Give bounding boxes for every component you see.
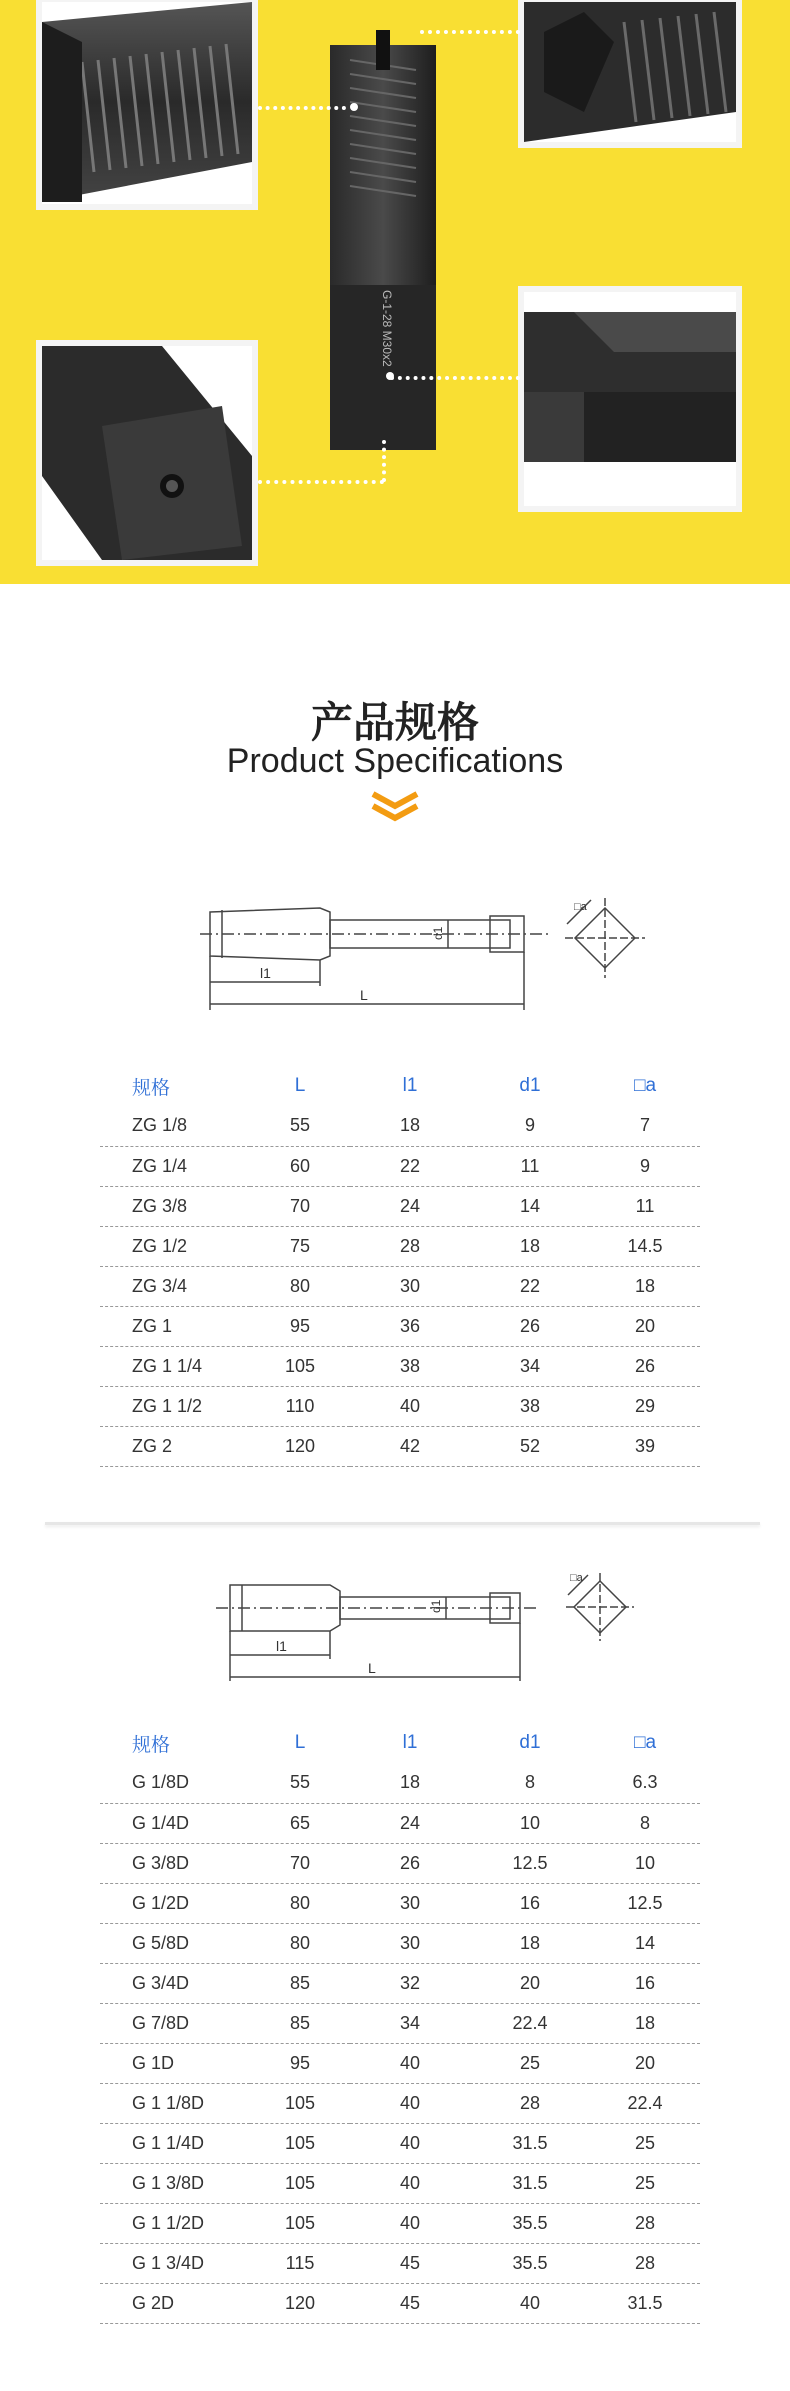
- table-row: [100, 1426, 700, 1466]
- cell: 120: [250, 2283, 350, 2323]
- cell: 10: [590, 1843, 700, 1883]
- cell: ZG 1 1/4: [100, 1346, 250, 1386]
- cell: 22.4: [590, 2083, 700, 2123]
- cell: 11: [470, 1146, 590, 1186]
- cell: 28: [590, 2203, 700, 2243]
- connector-line: [420, 30, 520, 34]
- cell: 55: [250, 1763, 350, 1803]
- dim-label-L: L: [360, 987, 368, 1003]
- cell: 80: [250, 1923, 350, 1963]
- cell: 12.5: [590, 1883, 700, 1923]
- cell: ZG 1/8: [100, 1106, 250, 1146]
- cell: G 3/8D: [100, 1843, 250, 1883]
- cell: 115: [250, 2243, 350, 2283]
- square-end-photo: [36, 340, 258, 566]
- table-row: [100, 1186, 700, 1226]
- cell: 8: [470, 1763, 590, 1803]
- cell: G 1/8D: [100, 1763, 250, 1803]
- product-hero: [0, 0, 790, 584]
- cell: 20: [590, 1306, 700, 1346]
- cell: 35.5: [470, 2203, 590, 2243]
- table-row: [100, 2163, 700, 2203]
- dim-label-d1: d1: [429, 1599, 443, 1613]
- cell: 40: [350, 1386, 470, 1426]
- chevron-down-icon: [367, 790, 423, 822]
- cell: 30: [350, 1923, 470, 1963]
- cell: ZG 1/4: [100, 1146, 250, 1186]
- table-row: [100, 1146, 700, 1186]
- table-row: [100, 1843, 700, 1883]
- cell: 14.5: [590, 1226, 700, 1266]
- cell: G 1D: [100, 2043, 250, 2083]
- cell: 30: [350, 1266, 470, 1306]
- cell: 38: [350, 1346, 470, 1386]
- table-row: [100, 1106, 700, 1146]
- cell: 18: [350, 1763, 470, 1803]
- table-row: [100, 1386, 700, 1426]
- cell: 10: [470, 1803, 590, 1843]
- tap-marking: G-1-28 M30x2: [380, 290, 394, 367]
- table-row: [100, 2043, 700, 2083]
- cell: G 1 3/4D: [100, 2243, 250, 2283]
- cell: 85: [250, 1963, 350, 2003]
- cell: 65: [250, 1803, 350, 1843]
- col-header-d1: d1: [519, 1732, 541, 1753]
- cell: 75: [250, 1226, 350, 1266]
- table-row: [100, 1763, 700, 1803]
- table-row: [100, 2003, 700, 2043]
- connector-line: [258, 480, 384, 484]
- col-header-spec: 规格: [132, 1077, 171, 1099]
- table-row: [100, 2203, 700, 2243]
- cell: 28: [590, 2243, 700, 2283]
- cell: 22: [470, 1266, 590, 1306]
- cell: 60: [250, 1146, 350, 1186]
- cell: ZG 1/2: [100, 1226, 250, 1266]
- cell: G 1/4D: [100, 1803, 250, 1843]
- cell: 40: [470, 2283, 590, 2323]
- cell: 45: [350, 2243, 470, 2283]
- cell: 70: [250, 1186, 350, 1226]
- cell: G 1 3/8D: [100, 2163, 250, 2203]
- cell: 34: [470, 1346, 590, 1386]
- cell: 9: [470, 1106, 590, 1146]
- spec-table-g: [100, 1723, 700, 2324]
- cell: 52: [470, 1426, 590, 1466]
- dim-label-l1: l1: [260, 965, 271, 981]
- cell: 25: [590, 2123, 700, 2163]
- cell: 40: [350, 2123, 470, 2163]
- cell: 20: [470, 1963, 590, 2003]
- col-header-L: L: [294, 1732, 306, 1753]
- cell: 25: [470, 2043, 590, 2083]
- cell: G 1/2D: [100, 1883, 250, 1923]
- cell: 34: [350, 2003, 470, 2043]
- cell: 42: [350, 1426, 470, 1466]
- cell: 25: [590, 2163, 700, 2203]
- cell: 11: [590, 1186, 700, 1226]
- cell: 16: [590, 1963, 700, 2003]
- cell: 28: [470, 2083, 590, 2123]
- cell: 14: [470, 1186, 590, 1226]
- cell: 120: [250, 1426, 350, 1466]
- cell: G 7/8D: [100, 2003, 250, 2043]
- cell: 95: [250, 1306, 350, 1346]
- cell: 8: [590, 1803, 700, 1843]
- cell: 105: [250, 2123, 350, 2163]
- cell: 28: [350, 1226, 470, 1266]
- cell: 55: [250, 1106, 350, 1146]
- cell: 31.5: [470, 2163, 590, 2203]
- cell: G 5/8D: [100, 1923, 250, 1963]
- dim-label-L: L: [368, 1660, 376, 1676]
- section-title-zh: 产品规格: [310, 698, 479, 747]
- cell: 95: [250, 2043, 350, 2083]
- cell: G 3/4D: [100, 1963, 250, 2003]
- cell: 39: [590, 1426, 700, 1466]
- cell: 26: [350, 1843, 470, 1883]
- cell: ZG 2: [100, 1426, 250, 1466]
- section-title-en: Product Specifications: [226, 742, 564, 780]
- cell: 35.5: [470, 2243, 590, 2283]
- cell: 40: [350, 2203, 470, 2243]
- cell: 24: [350, 1186, 470, 1226]
- connector-line: [258, 106, 346, 110]
- cell: ZG 3/4: [100, 1266, 250, 1306]
- cell: G 2D: [100, 2283, 250, 2323]
- cell: 105: [250, 2163, 350, 2203]
- cell: G 1 1/4D: [100, 2123, 250, 2163]
- cell: G 1 1/8D: [100, 2083, 250, 2123]
- square-shank-photo: [518, 286, 742, 512]
- connector-dot: [350, 103, 358, 111]
- cell: 26: [470, 1306, 590, 1346]
- cell: 22: [350, 1146, 470, 1186]
- cell: 26: [590, 1346, 700, 1386]
- table-row: [100, 1923, 700, 1963]
- cell: 22.4: [470, 2003, 590, 2043]
- thread-closeup-photo: [36, 0, 258, 210]
- cell: 80: [250, 1883, 350, 1923]
- col-header-a: □a: [633, 1075, 657, 1096]
- tap-dimension-diagram-1: [190, 880, 660, 1040]
- cell: 6.3: [590, 1763, 700, 1803]
- cell: 18: [470, 1226, 590, 1266]
- col-header-a: □a: [633, 1732, 657, 1753]
- table-row: [100, 1963, 700, 2003]
- connector-line: [382, 440, 386, 482]
- dim-label-d1: d1: [431, 926, 445, 940]
- spec-table-zg: [100, 1066, 700, 1467]
- square-shank-image: [524, 292, 736, 506]
- table-header-row: [100, 1723, 700, 1763]
- cell: 18: [590, 2003, 700, 2043]
- cell: 40: [350, 2163, 470, 2203]
- cell: 18: [590, 1266, 700, 1306]
- cell: 18: [470, 1923, 590, 1963]
- table-row: [100, 1306, 700, 1346]
- cell: G 1 1/2D: [100, 2203, 250, 2243]
- table-row: [100, 1226, 700, 1266]
- table-row: [100, 2083, 700, 2123]
- thread-closeup-image: [42, 2, 252, 204]
- cell: ZG 1: [100, 1306, 250, 1346]
- cell: 105: [250, 2203, 350, 2243]
- cell: 32: [350, 1963, 470, 2003]
- col-header-d1: d1: [519, 1075, 541, 1096]
- table-row: [100, 1346, 700, 1386]
- cell: 105: [250, 1346, 350, 1386]
- col-header-l1: l1: [402, 1075, 418, 1096]
- flute-end-photo: [518, 0, 742, 148]
- main-tap-image: [330, 30, 436, 450]
- cell: 16: [470, 1883, 590, 1923]
- col-header-l1: l1: [402, 1732, 418, 1753]
- flute-end-image: [524, 2, 736, 142]
- col-header-L: L: [294, 1075, 306, 1096]
- connector-dot: [386, 372, 394, 380]
- cell: ZG 3/8: [100, 1186, 250, 1226]
- cell: 80: [250, 1266, 350, 1306]
- cell: 12.5: [470, 1843, 590, 1883]
- table-row: [100, 1803, 700, 1843]
- col-header-spec: 规格: [132, 1734, 171, 1756]
- cell: 31.5: [470, 2123, 590, 2163]
- cell: 105: [250, 2083, 350, 2123]
- cell: 14: [590, 1923, 700, 1963]
- table-row: [100, 2243, 700, 2283]
- dim-label-a: □a: [570, 1572, 583, 1584]
- dim-label-a: □a: [574, 901, 587, 913]
- cell: 70: [250, 1843, 350, 1883]
- table-row: [100, 1883, 700, 1923]
- cell: 9: [590, 1146, 700, 1186]
- cell: 36: [350, 1306, 470, 1346]
- cell: 7: [590, 1106, 700, 1146]
- dim-label-l1: l1: [276, 1638, 287, 1654]
- cell: 38: [470, 1386, 590, 1426]
- cell: ZG 1 1/2: [100, 1386, 250, 1426]
- cell: 18: [350, 1106, 470, 1146]
- table-row: [100, 1266, 700, 1306]
- tap-dimension-diagram-2: [200, 1555, 650, 1705]
- cell: 85: [250, 2003, 350, 2043]
- cell: 29: [590, 1386, 700, 1426]
- table-header-row: [100, 1066, 700, 1106]
- square-end-image: [42, 346, 252, 560]
- cell: 40: [350, 2083, 470, 2123]
- section-divider: [45, 1522, 760, 1525]
- cell: 20: [590, 2043, 700, 2083]
- cell: 40: [350, 2043, 470, 2083]
- table-row: [100, 2123, 700, 2163]
- cell: 30: [350, 1883, 470, 1923]
- connector-line: [390, 376, 520, 380]
- cell: 24: [350, 1803, 470, 1843]
- cell: 110: [250, 1386, 350, 1426]
- table-row: [100, 2283, 700, 2323]
- cell: 45: [350, 2283, 470, 2323]
- cell: 31.5: [590, 2283, 700, 2323]
